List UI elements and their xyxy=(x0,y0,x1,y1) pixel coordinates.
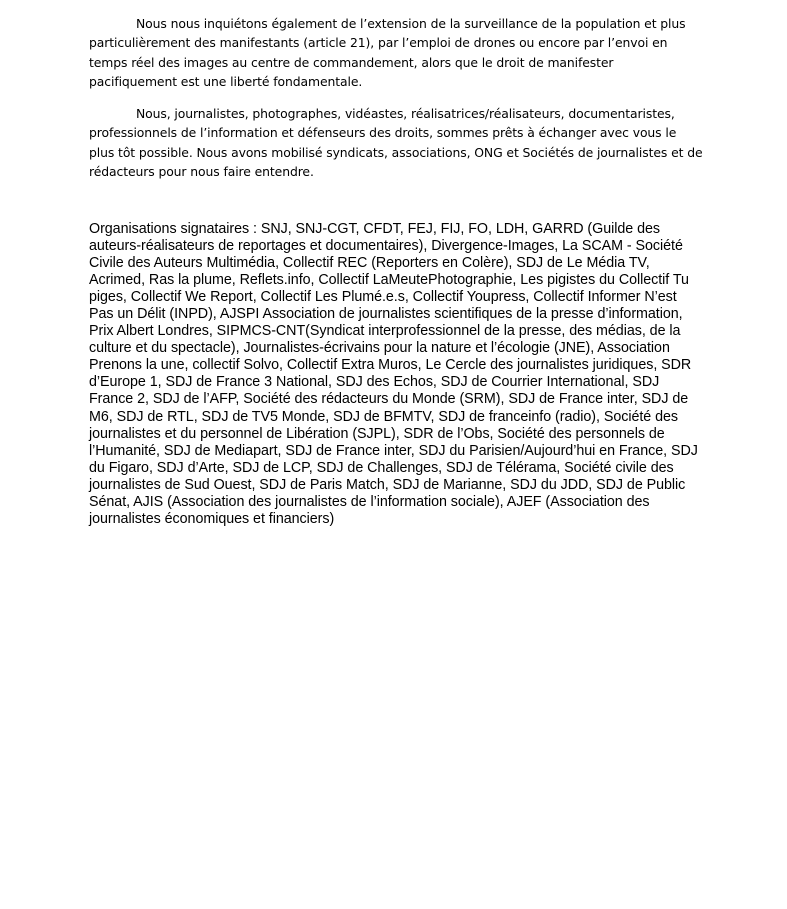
paragraph-journalists: Nous, journalistes, photographes, vidéastes, réalisatrices/réalisateurs, documentaristes, professionnels de l’information et défenseurs des droits, sommes prêts à échanger avec vous le plus tôt possible. Nous avons mobilisé syndicats, associations, ONG et Sociétés de journalistes et de rédacteurs pour nous faire entendre. xyxy=(89,106,703,180)
paragraph-surveillance: Nous nous inquiétons également de l’extension de la surveillance de la population et plus particulièrement des manifestants (article 21), par l’emploi de drones ou encore par l’envoi en temps réel des images au centre de commandement, alors que le droit de manifester pacifiquement est une liberté fondamentale. xyxy=(89,16,686,90)
signatories-list: Organisations signataires : SNJ, SNJ-CGT, CFDT, FEJ, FIJ, FO, LDH, GARRD (Guilde des auteurs-réalisateurs de reportages et documentaires), Divergence-Images, La SCAM - Société Civile des Auteurs Multimédia, Collectif REC (Reporters en Colère), SDJ de Le Média TV, Acrimed, Ras la plume, Reflets.info, Collectif LaMeutePhotographie, Les pigistes du Collectif Tu piges, Collectif We Report, Collectif Les Plumé.e.s, Collectif Youpress, Collectif Informer N’est Pas un Délit (INPD), AJSPI Association de journalistes scientifiques de la presse d’information, Prix Albert Londres, SIPMCS-CNT(Syndicat interprofessionnel de la presse, des médias, de la culture et du spectacle), Journalistes-écrivains pour la nature et l’écologie (JNE), Association Prenons la une, collectif Solvo, Collectif Extra Muros, Le Cercle des journalistes juridiques, SDR d’Europe 1, SDJ de France 3 National, SDJ des Echos, SDJ de Courrier International, SDJ France 2, SDJ de l’AFP, Société des rédacteurs du Monde (SRM), SDJ de France inter, SDJ de M6, SDJ de RTL, SDJ de TV5 Monde, SDJ de BFMTV, SDJ de franceinfo (radio), Société des journalistes et du personnel de Libération (SJPL), SDR de l’Obs, Société des personnels de l’Humanité, SDJ de Mediapart, SDJ de France inter, SDJ du Parisien/Aujourd’hui en France, SDJ du Figaro, SDJ d’Arte, SDJ de LCP, SDJ de Challenges, SDJ de Télérama, Société civile des journalistes de Sud Ouest, SDJ de Paris Match, SDJ de Marianne, SDJ du JDD, SDJ de Public Sénat, AJIS (Association des journalistes de l’information sociale), AJEF (Association des journalistes économiques et financiers) xyxy=(89,221,698,527)
